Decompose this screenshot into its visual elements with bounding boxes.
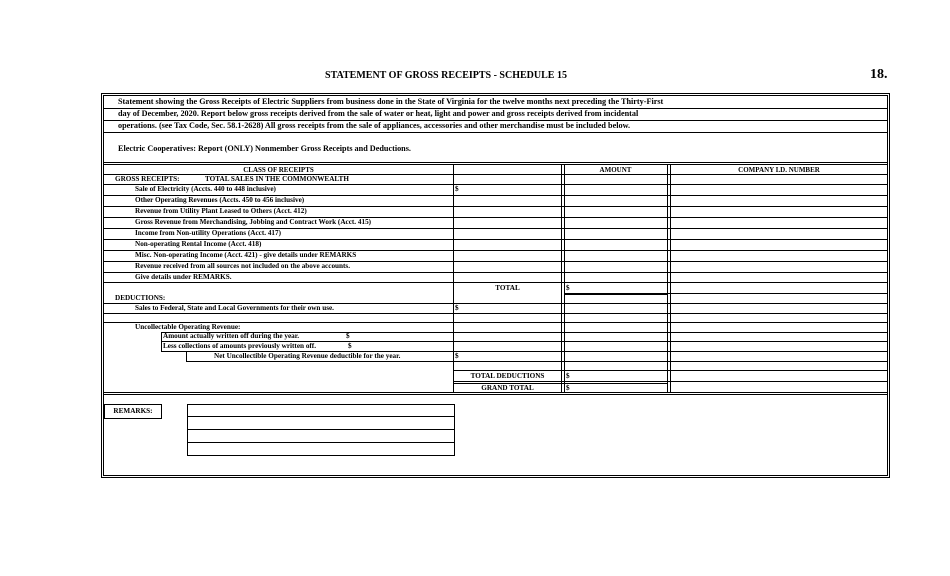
table-top-border — [104, 162, 887, 165]
col-divider — [564, 164, 565, 393]
column-header-company-id: COMPANY I.D. NUMBER — [738, 166, 820, 174]
row-label: Income from Non-utility Operations (Acct. 417) — [135, 229, 281, 237]
col-divider — [670, 164, 671, 393]
remarks-box — [104, 404, 162, 419]
row-label: Other Operating Revenues (Accts. 450 to 456 inclusive) — [135, 196, 305, 204]
row-label: Misc. Non-operating Income (Acct. 421) - give details under REMARKS — [135, 251, 357, 259]
col-divider — [561, 164, 562, 393]
dollar-sign: $ — [455, 352, 459, 360]
table-bottom-border — [104, 392, 887, 395]
column-header-class: CLASS OF RECEIPTS — [243, 166, 314, 174]
row-rule — [104, 282, 887, 283]
divider — [104, 132, 887, 133]
indent-border — [161, 332, 162, 352]
col-divider — [453, 164, 454, 393]
row-rule — [186, 361, 887, 362]
intro-line-3: operations. (see Tax Code, Sec. 58.1-2628) All gross receipts from the sale of appliances, accessories and other merchandise must be included below. — [118, 121, 631, 130]
intro-line-1: Statement showing the Gross Receipts of Electric Suppliers from business done in the State of Virginia for the twelve months next preceding the Thirty-First — [118, 97, 664, 106]
row-rule — [453, 370, 887, 371]
dollar-sign: $ — [346, 332, 350, 340]
page-title: STATEMENT OF GROSS RECEIPTS - SCHEDULE 15 — [325, 70, 567, 81]
total-underline — [564, 294, 667, 295]
row-label: Revenue from Utility Plant Leased to Others (Acct. 412) — [135, 207, 307, 215]
dollar-sign: $ — [566, 372, 570, 380]
dollar-sign: $ — [566, 284, 570, 292]
row-label: Revenue received from all sources not included on the above accounts. — [135, 262, 351, 270]
row-label: Give details under REMARKS. — [135, 273, 232, 281]
remarks-line — [188, 429, 454, 430]
column-header-amount: AMOUNT — [599, 166, 632, 174]
row-rule — [104, 313, 887, 314]
row-label: Net Uncollectible Operating Revenue deductible for the year. — [214, 352, 401, 360]
row-label: Sale of Electricity (Accts. 440 to 448 inclusive) — [135, 185, 276, 193]
remarks-field[interactable] — [187, 404, 455, 456]
total-label: TOTAL — [495, 284, 520, 292]
schedule-form — [101, 93, 890, 478]
row-label: Less collections of amounts previously written off. — [163, 342, 316, 350]
row-label: Amount actually written off during the year. — [163, 332, 300, 340]
indent-border — [186, 351, 187, 361]
row-label: Uncollectable Operating Revenue: — [135, 323, 241, 331]
remarks-line — [188, 416, 454, 417]
row-label: Sales to Federal, State and Local Governments for their own use. — [135, 304, 334, 312]
page-number: 18. — [870, 67, 888, 82]
row-rule — [453, 381, 887, 382]
total-sales-label: TOTAL SALES IN THE COMMONWEALTH — [205, 175, 349, 183]
col-divider — [667, 164, 668, 393]
gross-receipts-label: GROSS RECEIPTS: — [115, 175, 180, 183]
deductions-label: DEDUCTIONS: — [115, 294, 166, 302]
remarks-line — [188, 442, 454, 443]
dollar-sign: $ — [566, 384, 570, 392]
remarks-label: REMARKS: — [113, 407, 153, 415]
dollar-sign: $ — [455, 185, 459, 193]
row-label: Gross Revenue from Merchandising, Jobbing and Contract Work (Acct. 415) — [135, 218, 372, 226]
row-label: Non-operating Rental Income (Acct. 418) — [135, 240, 262, 248]
dollar-sign: $ — [455, 304, 459, 312]
total-deductions-label: TOTAL DEDUCTIONS — [470, 372, 545, 380]
intro-line-4: Electric Cooperatives: Report (ONLY) Nonmember Gross Receipts and Deductions. — [118, 144, 411, 153]
dollar-sign: $ — [348, 342, 352, 350]
grand-total-label: GRAND TOTAL — [481, 384, 534, 392]
intro-line-2: day of December, 2020. Report below gross receipts derived from the sale of water or heat, light and power and gross receipts derived from incidental — [118, 109, 639, 118]
